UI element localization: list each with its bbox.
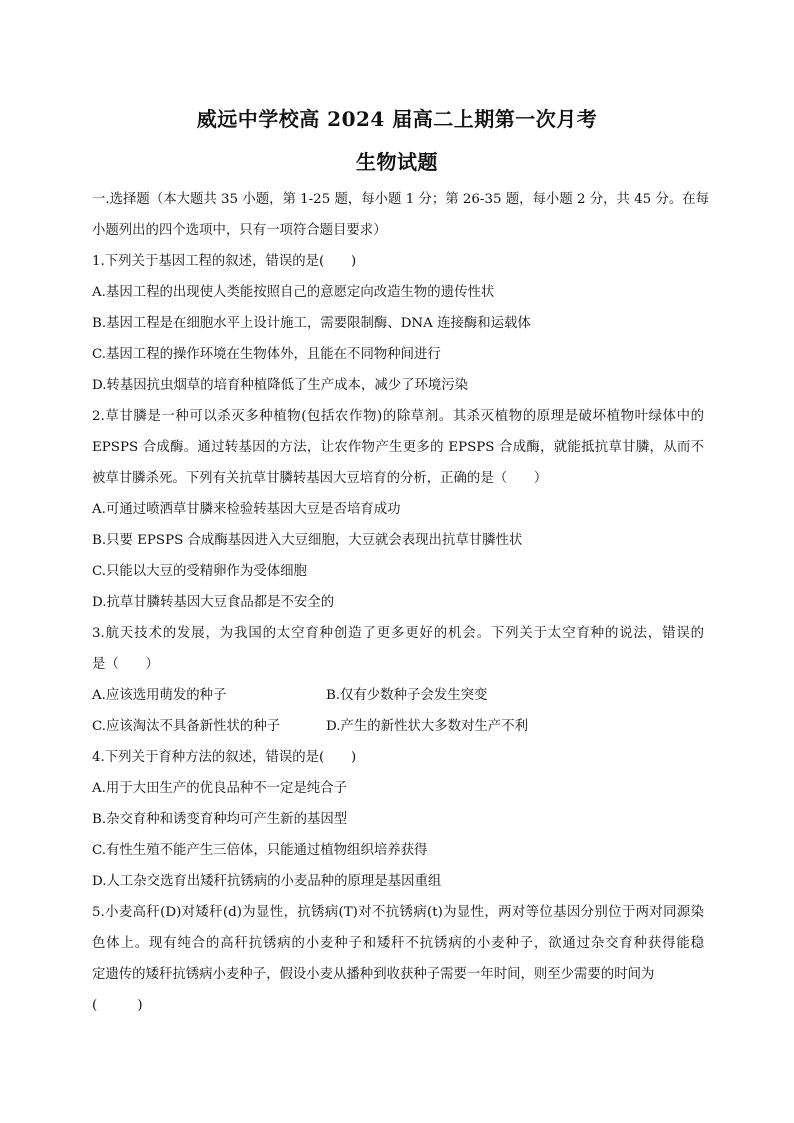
q2-stem-line-1: 2.草甘膦是一种可以杀灭多种植物(包括农作物)的除草剂。其杀灭植物的原理是破坏植物叶绿体中的 [92,409,704,424]
q2-option-b: B.只要 EPSPS 合成酶基因进入大豆细胞，大豆就会表现出抗草甘膦性状 [92,532,523,548]
q3-stem-line-1: 3.航天技术的发展，为我国的太空育种创造了更多更好的机会。下列关于太空育种的说法，错误的 [92,626,704,641]
q1-option-a: A.基因工程的出现使人类能按照自己的意愿定向改造生物的遗传性状 [92,284,495,300]
q3-option-c: C.应该淘汰不具备新性状的种子 [92,718,281,734]
question-content [92,184,710,1021]
exam-title: 威远中学校高 2024 届高二上期第一次月考 [196,107,598,131]
q3-options-row-1 [92,680,704,711]
q5-stem-line-1: 5.小麦高秆(D)对矮秆(d)为显性，抗锈病(T)对不抗锈病(t)为显性，两对等位基因分别位于两对同源染 [92,905,704,920]
q4-option-d: D.人工杂交选育出矮秆抗锈病的小麦品种的原理是基因重组 [92,873,442,889]
q3-option-d: D.产生的新性状大多数对生产不利 [326,718,528,734]
q4-stem: 4.下列关于育种方法的叙述，错误的是( ) [92,749,357,765]
q4-option-a: A.用于大田生产的优良品种不一定是纯合子 [92,780,347,796]
q5-stem-line-2: 色体上。现有纯合的高秆抗锈病的小麦种子和矮秆不抗锈病的小麦种子，欲通过杂交育种获得能稳 [92,936,704,951]
q3-options-row-2 [92,711,704,742]
q5-stem-line-3: 定遗传的矮秆抗锈病小麦种子，假设小麦从播种到收获种子需要一年时间，则至少需要的时间为 [92,966,655,982]
exam-subtitle: 生物试题 [356,150,438,174]
q4-option-c: C.有性生殖不能产生三倍体，只能通过植物组织培养获得 [92,842,428,858]
q3-option-a: A.应该选用萌发的种子 [92,687,227,703]
q1-option-b: B.基因工程是在细胞水平上设计施工，需要限制酶、DNA 连接酶和运载体 [92,315,531,331]
section-intro-line-1: 一.选择题（本大题共 35 小题，第 1-25 题，每小题 1 分；第 26-35 题，每小题 2 分，共 45 分。在每 [92,192,710,207]
q1-option-c: C.基因工程的操作环境在生物体外，且能在不同物种间进行 [92,346,441,362]
q5-stem-line-4: ( ) [92,997,143,1013]
q2-option-a: A.可通过喷洒草甘膦来检验转基因大豆是否培育成功 [92,501,401,517]
q2-option-c: C.只能以大豆的受精卵作为受体细胞 [92,563,307,579]
q3-stem-line-2: 是（ ） [92,656,159,672]
q2-option-d: D.抗草甘膦转基因大豆食品都是不安全的 [92,594,335,610]
q2-stem-line-3: 被草甘膦杀死。下列有关抗草甘膦转基因大豆培育的分析，正确的是（ ） [92,470,548,486]
q1-stem: 1.下列关于基因工程的叙述，错误的是( ) [92,253,357,269]
q3-option-b: B.仅有少数种子会发生突变 [326,687,488,703]
q4-option-b: B.杂交育种和诱变育种均可产生新的基因型 [92,811,348,827]
q1-option-d: D.转基因抗虫烟草的培育种植降低了生产成本，减少了环境污染 [92,377,469,393]
section-intro-line-2: 小题列出的四个选项中，只有一项符合题目要求） [92,222,387,238]
q2-stem-line-2: EPSPS 合成酶。通过转基因的方法，让农作物产生更多的 EPSPS 合成酶，就能抵抗草甘膦，从而不 [92,440,704,455]
